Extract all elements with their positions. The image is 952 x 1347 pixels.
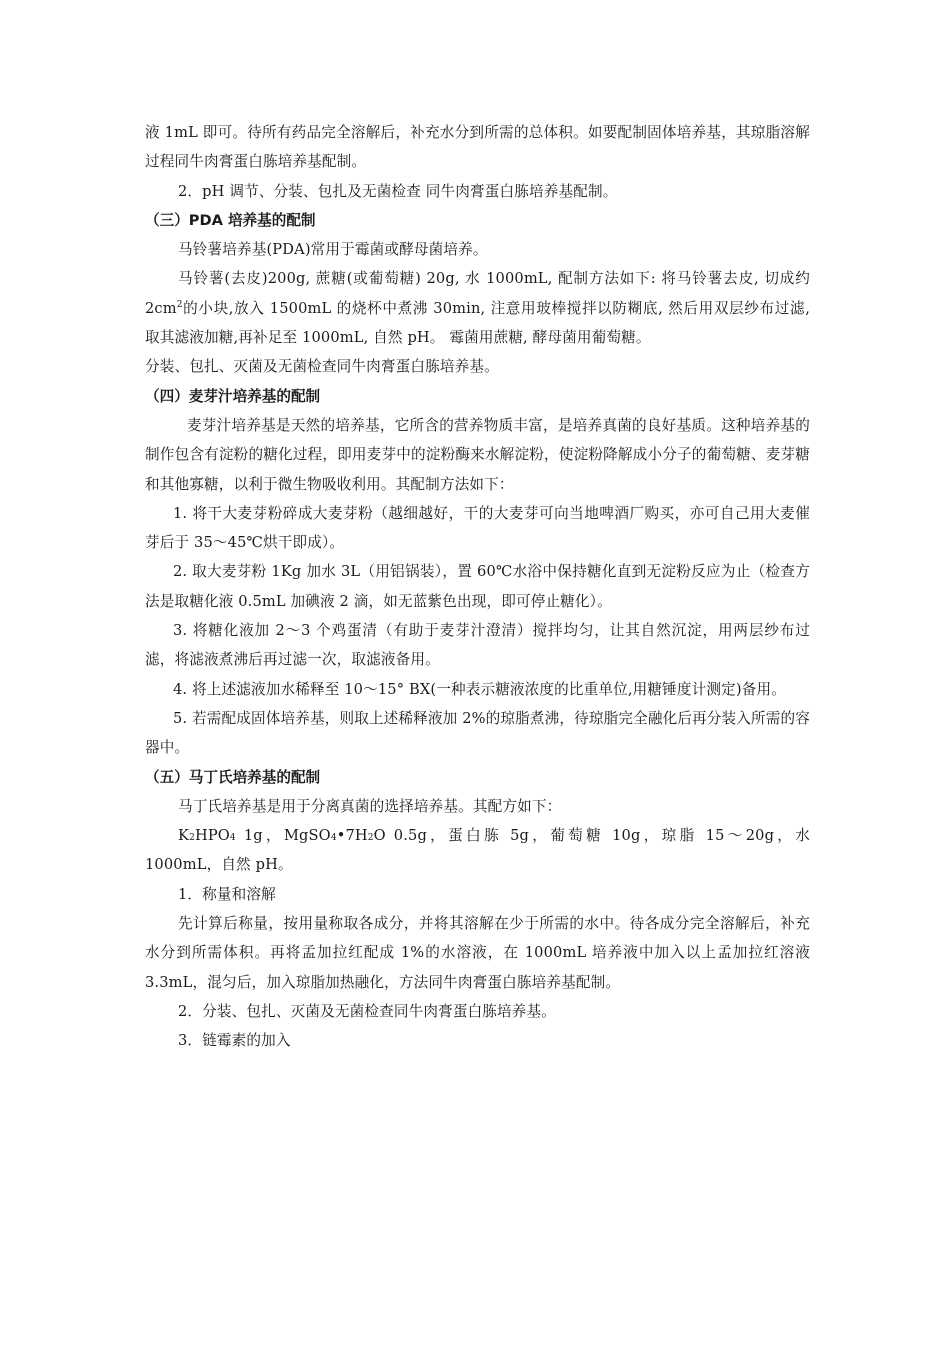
formula-part-2: •7H	[336, 827, 368, 845]
paragraph-pda-packaging: 分装、包扎、灭菌及无菌检查同牛肉膏蛋白胨培养基。	[145, 358, 499, 376]
paragraph-martin-step-1-title: 1．称量和溶解	[178, 885, 276, 903]
paragraph-malt-intro: 麦芽汁培养基是天然的培养基，它所含的营养物质丰富，是培养真菌的良好基质。这种培养基的制作包含有淀粉的糖化过程，即用麦芽中的淀粉酶来水解淀粉，使淀粉降解成小分子的葡萄糖、麦芽糖和其他寡糖，以利于微生物吸收利用。其配制方法如下：	[145, 416, 810, 493]
formula-part-1: 1g，MgSO	[235, 827, 331, 845]
pda-recipe-text-b: 的小块,放入 1500mL 的烧杯中煮沸 30min, 注意用玻棒搅拌以防糊底, 然后用双层纱布过滤, 取其滤液加糖,再补足至 1000mL, 自然 pH。 霉菌用蔗糖, 酵母菌用葡萄糖。	[145, 299, 810, 347]
formula-part-3: O 0.5g，蛋白胨 5g，葡萄糖 10g，琼脂 15～20g，水 1000mL，自然 pH。	[145, 827, 811, 874]
paragraph-malt-step-1: 1. 将干大麦芽粉碎成大麦芽粉（越细越好，干的大麦芽可向当地啤酒厂购买，亦可自己用大麦催芽后于 35～45℃烘干即成）。	[145, 504, 810, 552]
formula-k-sub: 2	[189, 833, 195, 844]
paragraph-ph-adjust: 2．pH 调节、分装、包扎及无菌检查 同牛肉膏蛋白胨培养基配制。	[178, 182, 618, 200]
formula-k: K	[178, 827, 190, 845]
paragraph-martin-formula	[145, 821, 810, 880]
heading-martin: （五）马丁氏培养基的配制	[145, 768, 321, 786]
paragraph-pda-recipe	[145, 264, 810, 352]
formula-hpo-sub: 4	[229, 833, 236, 844]
paragraph-continued: 液 1mL 即可。待所有药品完全溶解后，补充水分到所需的总体积。如要配制固体培养基，其琼脂溶解过程同牛肉膏蛋白胨培养基配制。	[145, 124, 810, 171]
paragraph-malt-step-3: 3. 将糖化液加 2～3 个鸡蛋清（有助于麦芽汁澄清）搅拌均匀，让其自然沉淀，用两层纱布过滤，将滤液煮沸后再过滤一次，取滤液备用。	[145, 622, 810, 669]
formula-mg-sub: 4	[330, 833, 337, 844]
paragraph-martin-step-2: 2．分装、包扎、灭菌及无菌检查同牛肉膏蛋白胨培养基。	[178, 1002, 557, 1020]
paragraph-malt-step-5: 5. 若需配成固体培养基，则取上述稀释液加 2%的琼脂煮沸，待琼脂完全融化后再分装入所需的容器中。	[145, 709, 811, 757]
formula-h-sub: 2	[367, 833, 374, 844]
superscript-square: 2	[176, 299, 183, 310]
document-body	[145, 118, 810, 1056]
paragraph-martin-step-3: 3．链霉素的加入	[178, 1032, 291, 1050]
paragraph-pda-intro: 马铃薯培养基(PDA)常用于霉菌或酵母菌培养。	[178, 241, 488, 259]
formula-hpo: HPO	[194, 827, 230, 845]
paragraph-malt-step-2: 2. 取大麦芽粉 1Kg 加水 3L（用铝锅装），置 60℃水浴中保持糖化直到无淀粉反应为止（检查方法是取糖化液 0.5mL 加碘液 2 滴，如无蓝紫色出现，即可停止糖化）。	[145, 563, 810, 610]
heading-malt: （四）麦芽汁培养基的配制	[145, 387, 321, 405]
paragraph-martin-intro: 马丁氏培养基是用于分离真菌的选择培养基。其配方如下：	[178, 797, 562, 815]
pda-recipe-text-a: 马铃薯(去皮)200g, 蔗糖(或葡萄糖) 20g, 水 1000mL, 配制方法如下: 将马铃薯去皮, 切成约 2cm	[145, 270, 810, 317]
paragraph-martin-step-1-body: 先计算后称量，按用量称取各成分，并将其溶解在少于所需的水中。待各成分完全溶解后，补充水分到所需体积。再将孟加拉红配成 1%的水溶液，在 1000mL 培养液中加入以上孟加拉红溶液 3.3mL，混匀后，加入琼脂加热融化，方法同牛肉膏蛋白胨培养基配制。	[145, 915, 810, 991]
paragraph-malt-step-4: 4. 将上述滤液加水稀释至 10～15° BX(一种表示糖液浓度的比重单位,用糖锤度计测定)备用。	[173, 680, 786, 698]
heading-pda: （三）PDA 培养基的配制	[145, 211, 316, 229]
